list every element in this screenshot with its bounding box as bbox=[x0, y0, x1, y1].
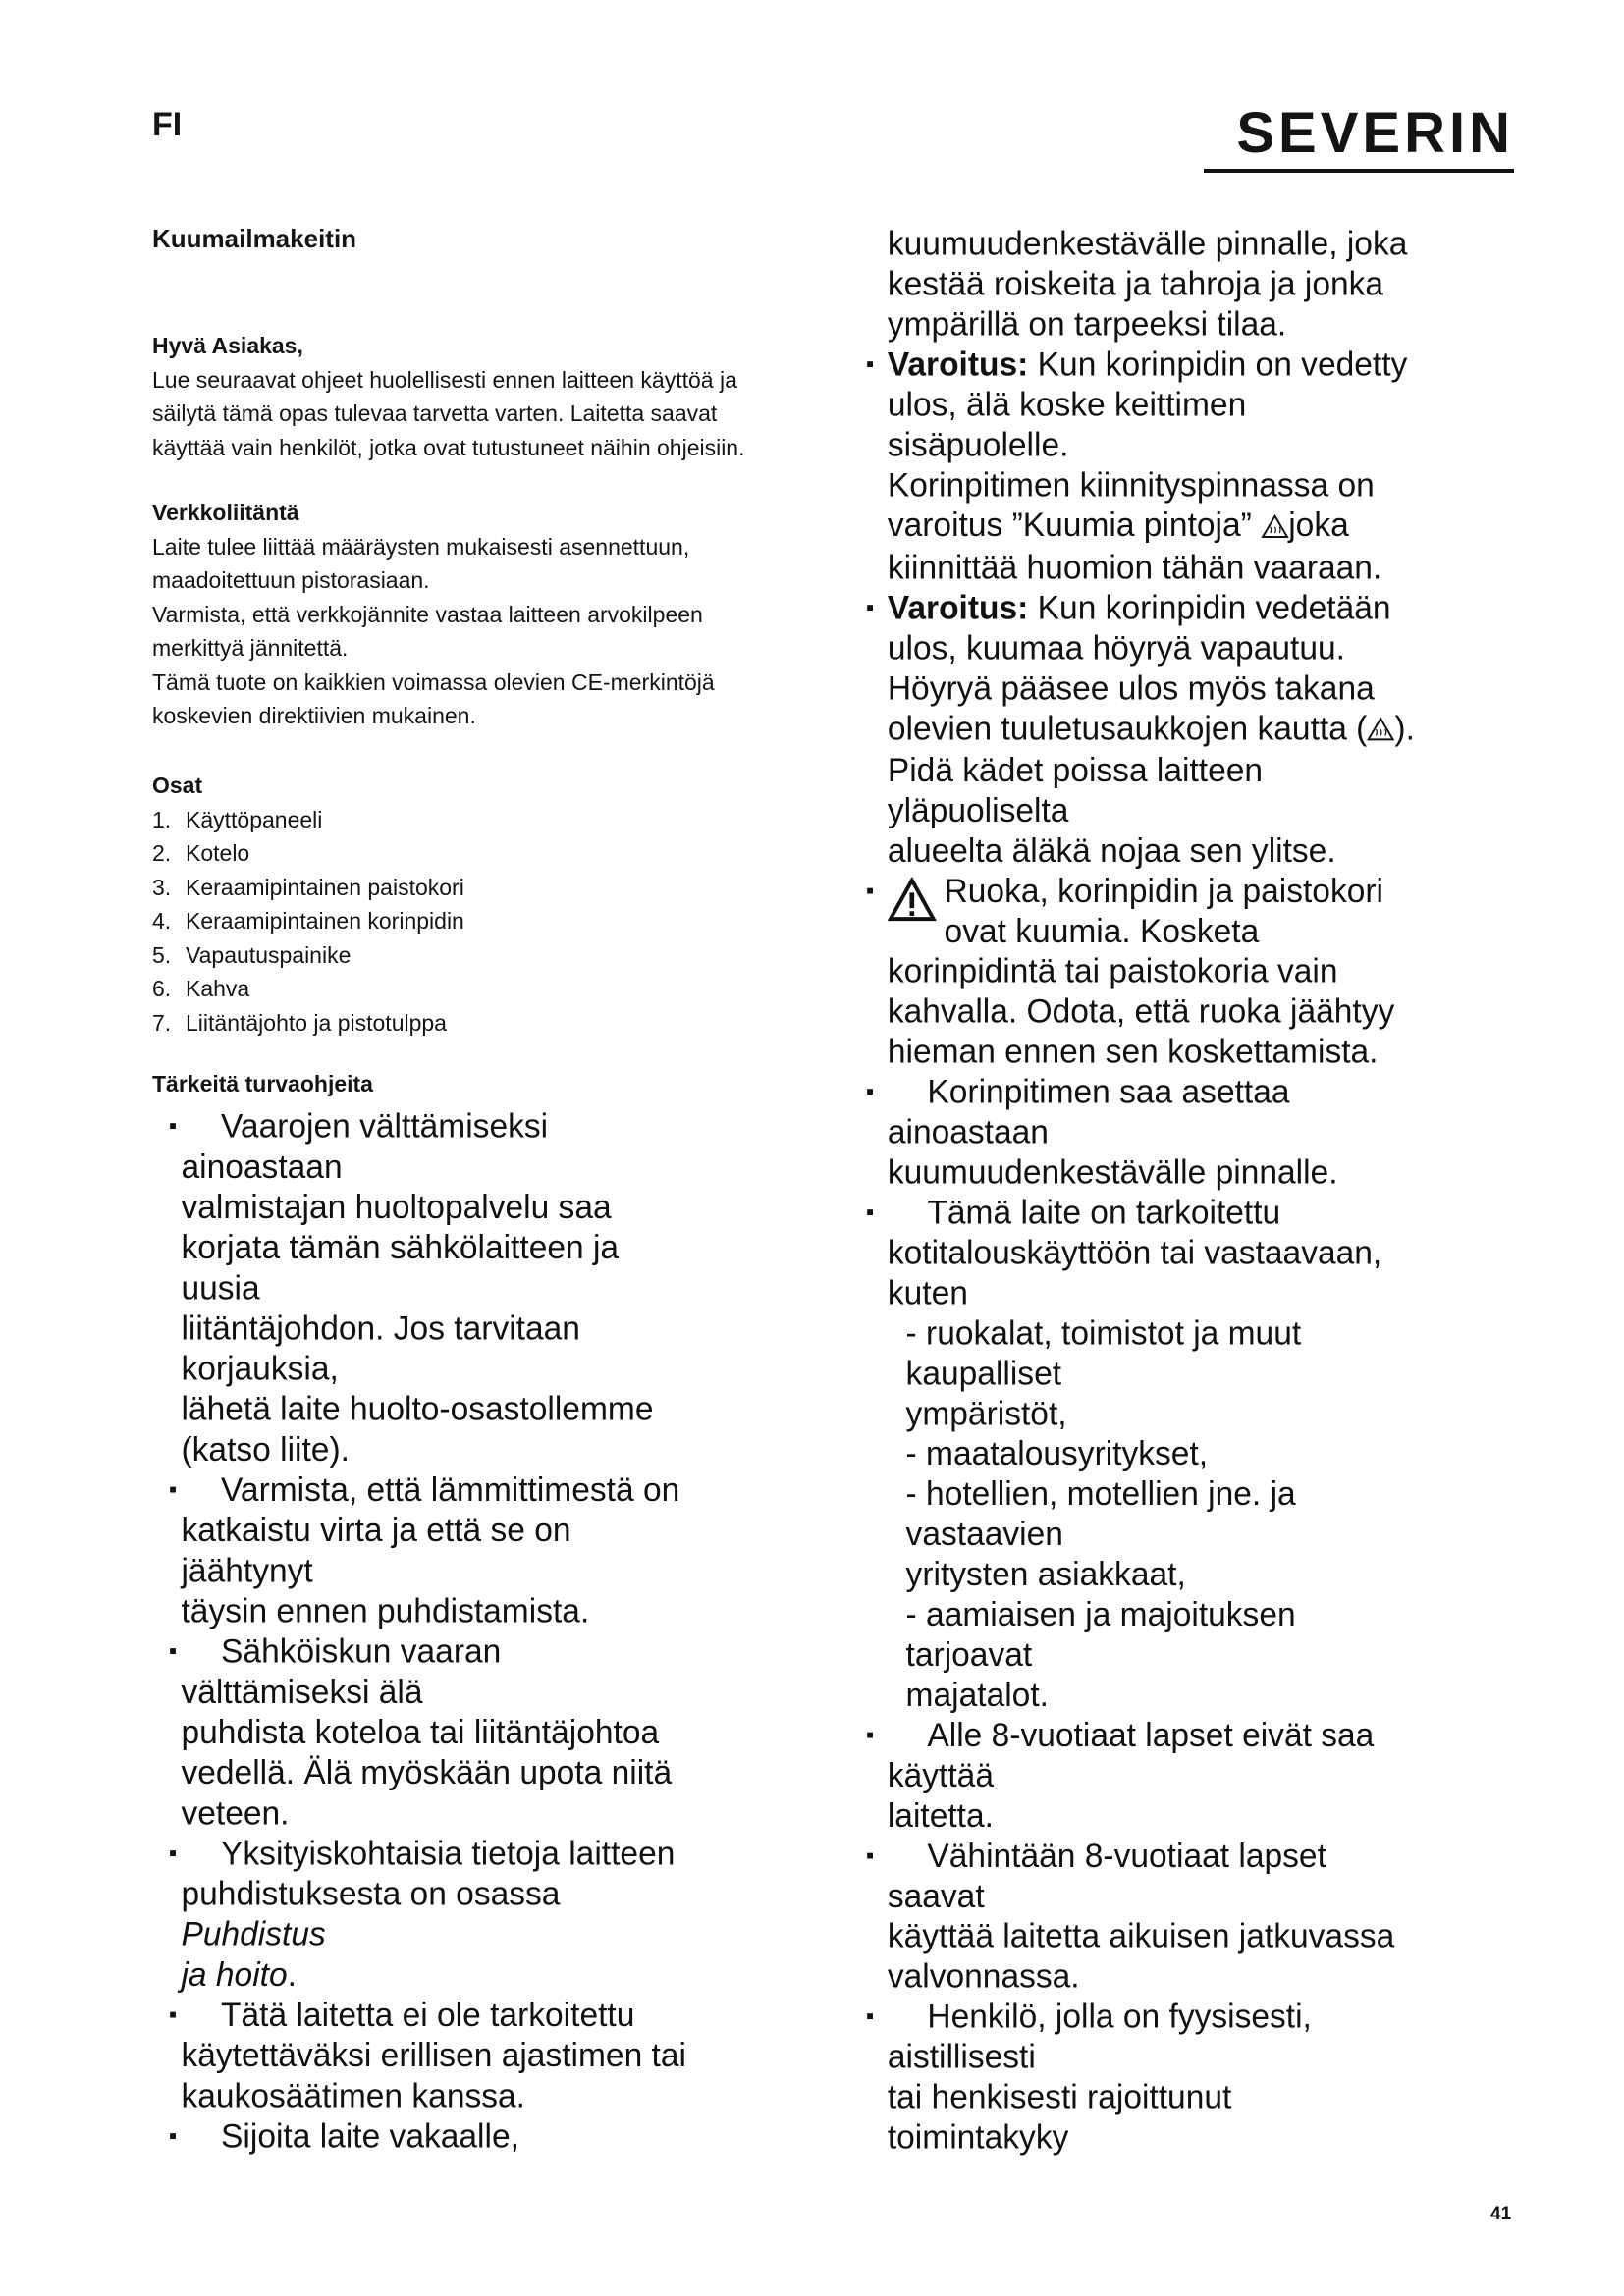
parts-item-number: 6. bbox=[152, 976, 172, 1001]
language-code: FI bbox=[152, 106, 183, 143]
parts-item bbox=[152, 871, 820, 905]
bullet-line: ulos, kuumaa höyryä vapautuu. bbox=[887, 629, 1345, 667]
hot-surface-icon bbox=[1367, 711, 1394, 751]
bullet-icon: ▪ bbox=[169, 1113, 178, 1140]
bullet-item bbox=[169, 1469, 689, 1631]
safety-bullets-right bbox=[866, 224, 1418, 2158]
bullet-line: vedellä. Älä myöskään upota niitä bbox=[181, 1754, 673, 1792]
bullet-line: Henkilö, jolla on fyysisesti, aistillisesti bbox=[887, 1998, 1312, 2076]
list-item: - hotellien, motellien jne. ja vastaavien bbox=[905, 1475, 1296, 1554]
parts-item-number: 7. bbox=[152, 1009, 172, 1036]
continued-text bbox=[866, 224, 1418, 345]
greeting-line: Lue seuraavat ohjeet huolellisesti ennen laitteen käyttöä ja bbox=[152, 366, 737, 393]
parts-item-number: 1. bbox=[152, 806, 172, 832]
greeting-heading: Hyvä Asiakas, bbox=[152, 333, 303, 358]
list-item: yritysten asiakkaat, bbox=[905, 1556, 1186, 1594]
list-item: majatalot. bbox=[905, 1677, 1049, 1715]
bullet-line: laitetta. bbox=[887, 1797, 994, 1835]
bullet-line: kahvalla. Odota, että ruoka jäähtyy bbox=[887, 992, 1395, 1031]
network-line: merkittyä jännitettä. bbox=[152, 635, 349, 661]
bullet-item bbox=[169, 1834, 689, 1996]
parts-item-number: 5. bbox=[152, 941, 172, 968]
bullet-line: alueelta äläkä nojaa sen ylitse. bbox=[887, 832, 1336, 870]
bullet-item bbox=[866, 1193, 1418, 1313]
parts-item-label: Kotelo bbox=[186, 840, 250, 866]
bullet-icon: ▪ bbox=[866, 1722, 875, 1748]
bullet-line: (katso liite). bbox=[181, 1430, 350, 1468]
greeting-line: säilytä tämä opas tulevaa tarvetta varten. Laitetta saavat bbox=[152, 400, 718, 426]
page-number: 41 bbox=[1490, 2204, 1512, 2224]
warning-label: Varoitus: bbox=[887, 589, 1029, 627]
bullet-line: Tämä laite on tarkoitettu bbox=[927, 1194, 1281, 1232]
list-item: - maatalousyritykset, bbox=[905, 1435, 1209, 1473]
list-item: - ruokalat, toimistot ja muut kaupalliset bbox=[905, 1314, 1302, 1393]
list-item: - aamiaisen ja majoituksen tarjoavat bbox=[905, 1596, 1296, 1675]
bullet-icon: ▪ bbox=[866, 350, 875, 377]
bullet-item bbox=[866, 1716, 1418, 1837]
bullet-line: Tätä laitetta ei ole tarkoitettu bbox=[221, 1996, 635, 2034]
safety-bullets-left bbox=[169, 1106, 689, 2157]
bullet-icon: ▪ bbox=[866, 594, 875, 620]
bullet-icon: ▪ bbox=[866, 1842, 875, 1869]
bullet-line: . bbox=[287, 1955, 297, 1994]
network-line: Varmista, että verkkojännite vastaa laitteen arvokilpeen bbox=[152, 601, 703, 627]
bullet-line: Sijoita laite vakaalle, bbox=[221, 2117, 519, 2156]
bullet-line: käytettäväksi erillisen ajastimen tai bbox=[181, 2037, 686, 2075]
bullet-line: olevien tuuletusaukkojen kautta ( bbox=[887, 710, 1368, 747]
bullet-line: valvonnassa. bbox=[887, 1957, 1080, 1996]
bullet-item bbox=[866, 1837, 1418, 1998]
bullet-item bbox=[866, 588, 1418, 872]
parts-item-label: Käyttöpaneeli bbox=[186, 806, 323, 832]
bullet-icon: ▪ bbox=[866, 1079, 875, 1105]
network-line: koskevien direktiivien mukainen. bbox=[152, 703, 476, 728]
hot-surface-icon bbox=[1261, 507, 1288, 548]
parts-item-number: 4. bbox=[152, 908, 172, 934]
warning-label: Varoitus: bbox=[887, 346, 1029, 384]
bullet-line: puhdista koteloa tai liitäntäjohtoa bbox=[181, 1713, 660, 1751]
bullet-line: lähetä laite huolto-osastollemme bbox=[181, 1390, 654, 1428]
bullet-icon: ▪ bbox=[866, 2003, 875, 2030]
bullet-line: kotitalouskäyttöön tai vastaavaan, bbox=[887, 1234, 1382, 1272]
parts-item-label: Vapautuspainike bbox=[186, 941, 352, 968]
parts-item-label: Kahva bbox=[186, 976, 250, 1001]
network-line: maadoitettuun pistorasiaan. bbox=[152, 567, 430, 593]
parts-section bbox=[152, 769, 820, 1040]
bullet-line: ovat kuumia. Kosketa bbox=[944, 913, 1260, 950]
cross-reference-link: ja hoito bbox=[181, 1955, 288, 1994]
parts-item bbox=[152, 803, 820, 837]
brand-logo: SEVERIN bbox=[1204, 102, 1514, 173]
bullet-line: Yksityiskohtaisia tietoja laitteen bbox=[221, 1835, 676, 1873]
bullet-line: liitäntäjohdon. Jos tarvitaan korjauksia, bbox=[181, 1309, 580, 1388]
parts-item bbox=[152, 836, 820, 871]
parts-item-label: Liitäntäjohto ja pistotulppa bbox=[186, 1009, 447, 1036]
bullet-line: Vaarojen välttämiseksi ainoastaan bbox=[181, 1107, 549, 1186]
parts-list bbox=[152, 803, 820, 1041]
parts-item bbox=[152, 972, 820, 1006]
bullet-line: kiinnittää huomion tähän vaaraan. bbox=[887, 549, 1382, 587]
bullet-item bbox=[866, 872, 1418, 1073]
network-line: Tämä tuote on kaikkien voimassa olevien CE-merkintöjä bbox=[152, 668, 715, 695]
bullet-line: hieman ennen sen koskettamista. bbox=[887, 1033, 1379, 1071]
cross-reference-link: Puhdistus bbox=[181, 1915, 326, 1953]
bullet-item bbox=[169, 2116, 689, 2157]
bullet-line: Sähköiskun vaaran välttämiseksi älä bbox=[181, 1632, 502, 1711]
bullet-line: kuten bbox=[887, 1274, 968, 1312]
bullet-icon: ▪ bbox=[866, 1200, 875, 1226]
parts-item bbox=[152, 938, 820, 973]
parts-item bbox=[152, 1006, 820, 1041]
parts-heading: Osat bbox=[152, 773, 203, 798]
bullet-line: Pidä kädet poissa laitteen yläpuoliselta bbox=[887, 752, 1264, 829]
bullet-line: kuumuudenkestävälle pinnalle, joka bbox=[887, 225, 1408, 263]
bullet-icon: ▪ bbox=[169, 2122, 178, 2150]
bullet-line: katkaistu virta ja että se on jäähtynyt bbox=[181, 1512, 571, 1590]
bullet-line: Höyryä pääsee ulos myös takana bbox=[887, 669, 1375, 708]
bullet-line: ympärillä on tarpeeksi tilaa. bbox=[887, 305, 1287, 344]
bullet-line: tai henkisesti rajoittunut toimintakyky bbox=[887, 2078, 1232, 2157]
parts-item-label: Keraamipintainen paistokori bbox=[186, 874, 464, 900]
bullet-line: joka bbox=[1288, 507, 1349, 545]
greeting-section bbox=[152, 329, 820, 464]
parts-item-number: 2. bbox=[152, 840, 172, 866]
warning-triangle-icon bbox=[888, 878, 937, 932]
bullet-item bbox=[169, 1631, 689, 1834]
bullet-line: puhdistuksesta on osassa bbox=[181, 1875, 561, 1913]
bullet-item bbox=[866, 345, 1418, 588]
bullet-line: Kun korinpidin on vedetty bbox=[1028, 346, 1408, 384]
network-heading: Verkkoliitäntä bbox=[152, 500, 299, 525]
bullet-line: korjata tämän sähkölaitteen ja uusia bbox=[181, 1229, 620, 1308]
safety-heading: Tärkeitä turvaohjeita bbox=[152, 1071, 373, 1096]
network-section bbox=[152, 496, 820, 733]
bullet-line: veteen. bbox=[181, 1794, 290, 1833]
bullet-line: kuumuudenkestävälle pinnalle. bbox=[887, 1153, 1338, 1192]
bullet-line: varoitus ”Kuumia pintoja” bbox=[887, 507, 1262, 545]
bullet-line: Varmista, että lämmittimestä on bbox=[221, 1470, 680, 1509]
bullet-line: ). bbox=[1394, 710, 1415, 747]
bullet-icon: ▪ bbox=[169, 1840, 178, 1867]
bullet-item bbox=[169, 1995, 689, 2115]
usage-examples-list bbox=[866, 1313, 1418, 1716]
bullet-line: Ruoka, korinpidin ja paistokori bbox=[944, 873, 1383, 910]
bullet-item bbox=[169, 1106, 689, 1469]
bullet-line: kaukosäätimen kanssa. bbox=[181, 2077, 525, 2115]
network-line: Laite tulee liittää määräysten mukaisesti asennettuun, bbox=[152, 533, 690, 560]
bullet-line: Kun korinpidin vedetään bbox=[1028, 589, 1391, 627]
bullet-line: Korinpitimen kiinnityspinnassa on bbox=[887, 466, 1375, 505]
bullet-line: käyttää laitetta aikuisen jatkuvassa bbox=[887, 1918, 1395, 1955]
page-title: Kuumailmakeitin bbox=[152, 224, 357, 253]
bullet-item bbox=[866, 1997, 1418, 2158]
bullet-line: täysin ennen puhdistamista. bbox=[181, 1592, 590, 1630]
bullet-item bbox=[866, 1072, 1418, 1193]
bullet-icon: ▪ bbox=[169, 2002, 178, 2028]
bullet-line: Korinpitimen saa asettaa ainoastaan bbox=[887, 1073, 1290, 1151]
list-item: ympäristöt, bbox=[905, 1395, 1067, 1433]
parts-item-label: Keraamipintainen korinpidin bbox=[186, 908, 464, 934]
bullet-icon: ▪ bbox=[169, 1638, 178, 1665]
bullet-line: valmistajan huoltopalvelu saa bbox=[181, 1188, 612, 1226]
bullet-icon: ▪ bbox=[866, 878, 875, 904]
bullet-icon: ▪ bbox=[169, 1476, 178, 1503]
bullet-line: Alle 8-vuotiaat lapset eivät saa käyttää bbox=[887, 1717, 1375, 1795]
parts-item-number: 3. bbox=[152, 874, 172, 900]
bullet-line: korinpidintä tai paistokoria vain bbox=[887, 953, 1338, 990]
bullet-line: kestää roiskeita ja tahroja ja jonka bbox=[887, 265, 1384, 303]
bullet-line: Vähintään 8-vuotiaat lapset saavat bbox=[887, 1838, 1326, 1915]
bullet-line: ulos, älä koske keittimen sisäpuolelle. bbox=[887, 386, 1247, 464]
greeting-line: käyttää vain henkilöt, jotka ovat tutustuneet näihin ohjeisiin. bbox=[152, 434, 745, 460]
parts-item bbox=[152, 904, 820, 938]
